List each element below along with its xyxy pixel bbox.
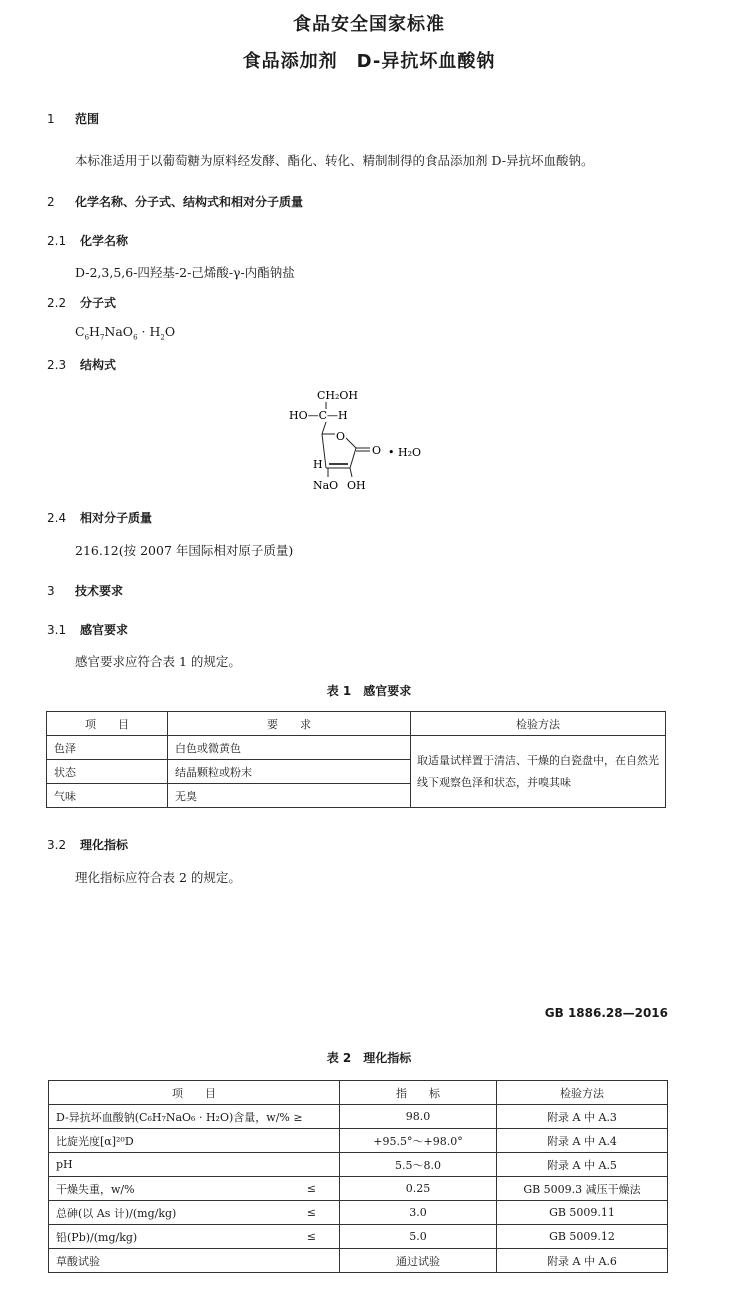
section-title: 技术要求 bbox=[75, 584, 124, 598]
molecular-weight-text: 216.12(按 2007 年国际相对原子质量) bbox=[75, 543, 294, 558]
section-number: 2.1 bbox=[47, 234, 67, 248]
physicochemical-text: 理化指标应符合表 2 的规定。 bbox=[75, 870, 241, 885]
section-number: 1 bbox=[47, 112, 55, 126]
item-cell: 干燥失重，w/% ≤ bbox=[49, 1177, 340, 1201]
molecular-formula: $C_6H_7NaO_6 \cdot H_2O$ bbox=[75, 324, 176, 342]
item-cell: 色泽 bbox=[47, 736, 168, 760]
method-cell: 附录 A 中 A.3 bbox=[497, 1105, 668, 1129]
method-cell: 附录 A 中 A.5 bbox=[497, 1153, 668, 1177]
section-3-1-heading bbox=[47, 621, 128, 638]
table-row bbox=[49, 1129, 668, 1153]
item-cell: D-异抗坏血酸钠(C₆H₇NaO₆ · H₂O)含量，w/% ≥ bbox=[49, 1105, 340, 1129]
item-cell: 草酸试验 bbox=[49, 1249, 340, 1273]
value-cell: 5.0 bbox=[340, 1225, 497, 1249]
column-header: 检验方法 bbox=[497, 1081, 668, 1105]
value-cell: 0.25 bbox=[340, 1177, 497, 1201]
column-header: 项 目 bbox=[49, 1081, 340, 1105]
standard-code: GB 1886.28—2016 bbox=[544, 1006, 668, 1020]
section-number: 3 bbox=[47, 584, 55, 598]
table-row bbox=[49, 1153, 668, 1177]
sensory-requirements-table bbox=[46, 711, 666, 808]
item-cell: 总砷(以 As 计)/(mg/kg) ≤ bbox=[49, 1201, 340, 1225]
section-title: 感官要求 bbox=[80, 623, 129, 637]
requirement-cell: 白色或微黄色 bbox=[168, 736, 411, 760]
water-label: • H₂O bbox=[388, 446, 422, 459]
oh-label: OH bbox=[347, 479, 366, 492]
method-cell: 附录 A 中 A.6 bbox=[497, 1249, 668, 1273]
item-cell: 状态 bbox=[47, 760, 168, 784]
sensory-text: 感官要求应符合表 1 的规定。 bbox=[75, 654, 241, 669]
value-cell: 98.0 bbox=[340, 1105, 497, 1129]
section-2-3-heading bbox=[47, 356, 116, 373]
nao-label: NaO bbox=[313, 479, 339, 492]
method-cell: GB 5009.11 bbox=[497, 1201, 668, 1225]
method-cell: 附录 A 中 A.4 bbox=[497, 1129, 668, 1153]
table-header-row bbox=[47, 712, 666, 736]
section-3-2-heading bbox=[47, 836, 128, 853]
table-row bbox=[49, 1201, 668, 1225]
item-cell: 比旋光度[α]²⁰D bbox=[49, 1129, 340, 1153]
table-row bbox=[47, 736, 666, 760]
section-title: 范围 bbox=[75, 112, 100, 126]
standard-title: 食品安全国家标准 bbox=[293, 14, 445, 35]
section-number: 3.1 bbox=[47, 623, 67, 637]
ch2oh-label: CH₂OH bbox=[317, 389, 359, 402]
column-header: 项 目 bbox=[47, 712, 168, 736]
table-row bbox=[49, 1249, 668, 1273]
section-number: 2.2 bbox=[47, 296, 67, 310]
method-cell: 取适量试样置于清洁、干燥的白瓷盘中，在自然光线下观察色泽和状态，并嗅其味 bbox=[411, 736, 666, 808]
column-header: 要 求 bbox=[168, 712, 411, 736]
table-1-caption: 表 1 感官要求 bbox=[326, 684, 412, 698]
section-2-2-heading bbox=[47, 294, 116, 311]
section-number: 2.4 bbox=[47, 511, 67, 525]
value-cell: +95.5°～+98.0° bbox=[340, 1129, 497, 1153]
table-header-row bbox=[49, 1081, 668, 1105]
item-cell: pH bbox=[49, 1153, 340, 1177]
method-cell: GB 5009.12 bbox=[497, 1225, 668, 1249]
ring-oxygen-label: O bbox=[336, 430, 346, 443]
section-2-heading bbox=[47, 193, 303, 210]
keto-oxygen-label: O bbox=[372, 444, 382, 457]
standard-subtitle: 食品添加剂 D-异抗坏血酸钠 bbox=[242, 51, 496, 72]
structural-formula bbox=[280, 382, 440, 497]
section-number: 2 bbox=[47, 195, 55, 209]
requirement-cell: 无臭 bbox=[168, 784, 411, 808]
section-title: 分子式 bbox=[80, 296, 117, 310]
section-title: 化学名称 bbox=[80, 234, 129, 248]
section-title: 结构式 bbox=[80, 358, 117, 372]
physicochemical-indicators-table bbox=[48, 1080, 668, 1273]
method-cell: GB 5009.3 减压干燥法 bbox=[497, 1177, 668, 1201]
column-header: 检验方法 bbox=[411, 712, 666, 736]
item-cell: 气味 bbox=[47, 784, 168, 808]
item-cell: 铅(Pb)/(mg/kg) ≤ bbox=[49, 1225, 340, 1249]
section-title: 理化指标 bbox=[80, 838, 129, 852]
section-2-4-heading bbox=[47, 509, 152, 526]
value-cell: 3.0 bbox=[340, 1201, 497, 1225]
scope-text: 本标准适用于以葡萄糖为原料经发酵、酯化、转化、精制制得的食品添加剂 D-异抗坏血酸钠。 bbox=[75, 153, 594, 168]
table-2-caption: 表 2 理化指标 bbox=[326, 1051, 412, 1065]
section-number: 2.3 bbox=[47, 358, 67, 372]
ho-c-h-label: HO—C—H bbox=[289, 409, 348, 422]
section-3-heading bbox=[47, 582, 123, 599]
table-row bbox=[49, 1105, 668, 1129]
section-number: 3.2 bbox=[47, 838, 67, 852]
value-cell: 通过试验 bbox=[340, 1249, 497, 1273]
table-row bbox=[49, 1225, 668, 1249]
requirement-cell: 结晶颗粒或粉末 bbox=[168, 760, 411, 784]
ring-hydrogen-label: H bbox=[313, 458, 323, 471]
value-cell: 5.5～8.0 bbox=[340, 1153, 497, 1177]
section-title: 相对分子质量 bbox=[80, 511, 153, 525]
section-1-heading bbox=[47, 110, 99, 127]
section-2-1-heading bbox=[47, 232, 128, 249]
table-row bbox=[49, 1177, 668, 1201]
chemical-name-text: D-2,3,5,6-四羟基-2-己烯酸-γ-内酯钠盐 bbox=[75, 265, 295, 280]
section-title: 化学名称、分子式、结构式和相对分子质量 bbox=[75, 195, 304, 209]
column-header: 指 标 bbox=[340, 1081, 497, 1105]
